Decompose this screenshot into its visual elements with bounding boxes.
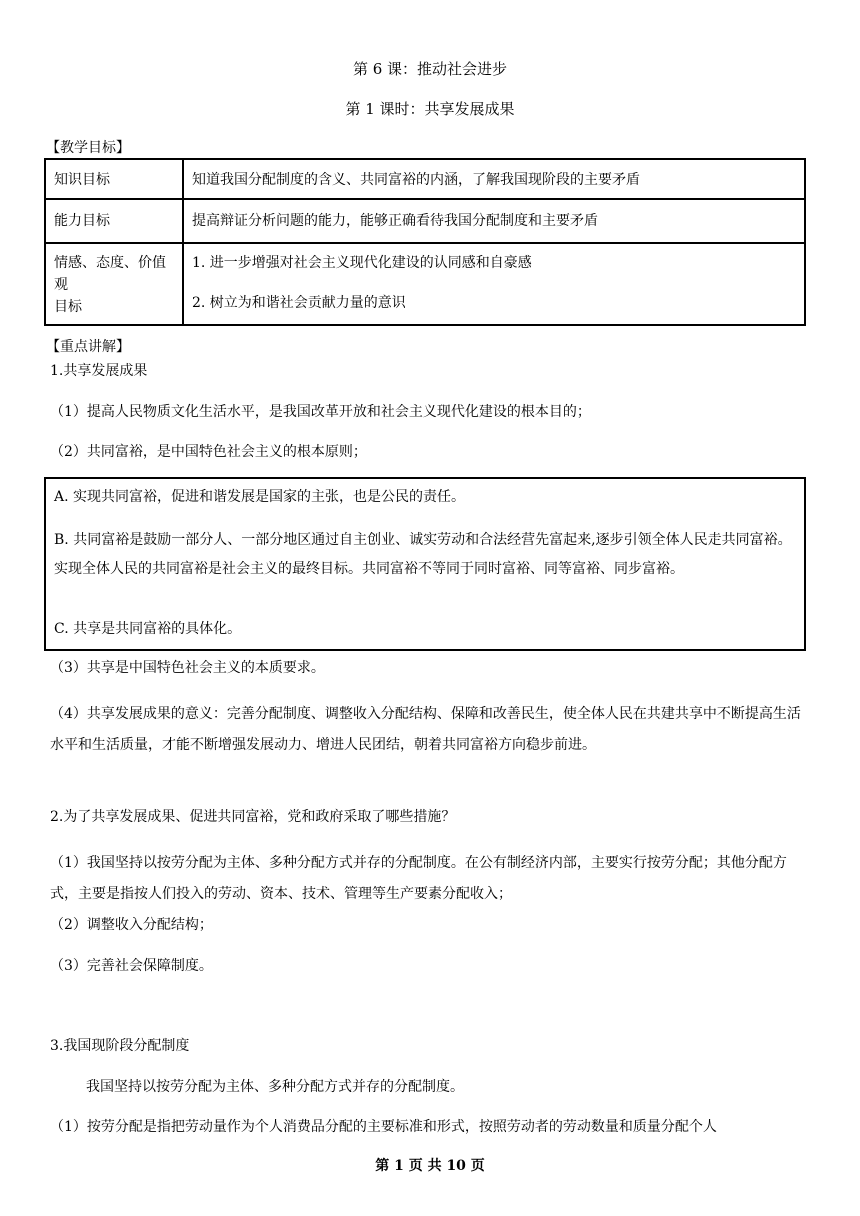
- key-points-box: [44, 477, 806, 651]
- paragraph: （1）按劳分配是指把劳动量作为个人消费品分配的主要标准和形式，按照劳动者的劳动数量和质量分配个人: [50, 1119, 717, 1135]
- goals-table: [44, 158, 806, 326]
- paragraph: （1）提高人民物质文化生活水平，是我国改革开放和社会主义现代化建设的根本目的；: [50, 404, 591, 420]
- table-cell-label-line: 目标: [54, 299, 82, 315]
- paragraph: 我国坚持以按劳分配为主体、多种分配方式并存的分配制度。: [86, 1079, 464, 1095]
- paragraph: （1）我国坚持以按劳分配为主体、多种分配方式并存的分配制度。在公有制经济内部，主要实行按劳分配；其他分配方式，主要是指按人们投入的劳动、资本、技术、管理等生产要素分配收入；: [50, 855, 787, 902]
- table-cell-content: 提高辩证分析问题的能力，能够正确看待我国分配制度和主要矛盾: [183, 199, 805, 243]
- section-heading-goals: 【教学目标】: [46, 140, 130, 156]
- paragraph: （2）调整收入分配结构；: [50, 917, 213, 933]
- heading-2: 2.为了共享发展成果、促进共同富裕，党和政府采取了哪些措施？: [50, 809, 456, 825]
- section-heading-key: 【重点讲解】: [46, 339, 130, 355]
- paragraph: （3）共享是中国特色社会主义的本质要求。: [50, 660, 325, 676]
- heading-3: 3.我国现阶段分配制度: [50, 1038, 190, 1054]
- table-cell-content: [183, 243, 805, 325]
- table-cell-label: 知识目标: [45, 159, 183, 199]
- box-item-a: A. 实现共同富裕，促进和谐发展是国家的主张，也是公民的责任。: [54, 489, 466, 505]
- table-row: [45, 243, 805, 325]
- heading-1: 1.共享发展成果: [50, 363, 148, 379]
- paragraph: （2）共同富裕，是中国特色社会主义的根本原则；: [50, 444, 367, 460]
- table-row: [45, 199, 805, 243]
- paragraph: （4）共享发展成果的意义：完善分配制度、调整收入分配结构、保障和改善民生，使全体人民在共建共享中不断提高生活水平和生活质量，才能不断增强发展动力、增进人民团结，朝着共同富裕方向稳步前进。: [50, 706, 801, 753]
- table-cell-label: [45, 243, 183, 325]
- box-item-b: B. 共同富裕是鼓励一部分人、一部分地区通过自主创业、诚实劳动和合法经营先富起来,逐步引领全体人民走共同富裕。实现全体人民的共同富裕是社会主义的最终目标。共同富裕不等同于同时富裕、同等富裕、同步富裕。: [54, 532, 792, 577]
- page-title: 第 6 课：推动社会进步: [352, 60, 508, 78]
- table-cell-label-line: 情感、态度、价值观: [54, 255, 166, 293]
- paragraph: （3）完善社会保障制度。: [50, 958, 213, 974]
- table-cell-content-line: 2. 树立为和谐社会贡献力量的意识: [192, 295, 406, 311]
- page-subtitle: 第 1 课时：共享发展成果: [345, 100, 515, 118]
- page-footer: 第 1 页 共 10 页: [375, 1158, 485, 1174]
- box-item-c: C. 共享是共同富裕的具体化。: [54, 621, 242, 637]
- table-cell-label: 能力目标: [45, 199, 183, 243]
- table-row: [45, 159, 805, 199]
- table-cell-content-line: 1. 进一步增强对社会主义现代化建设的认同感和自豪感: [192, 255, 532, 271]
- table-cell-content: 知道我国分配制度的含义、共同富裕的内涵，了解我国现阶段的主要矛盾: [183, 159, 805, 199]
